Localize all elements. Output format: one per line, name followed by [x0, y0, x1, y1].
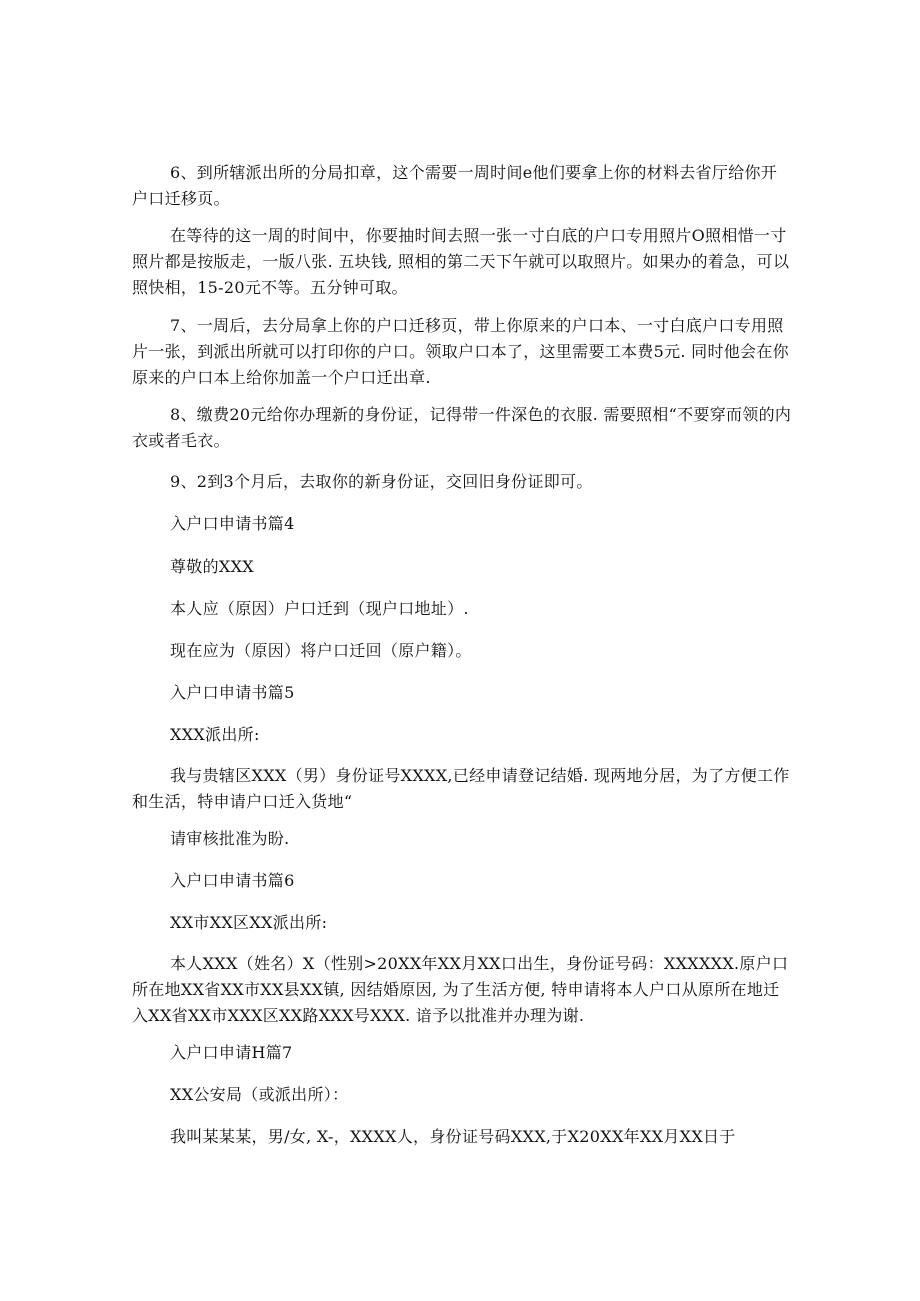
paragraph-6-body: 本人XXX（姓名）X（性别>20XX年XX月XX口出生，身份证号码：XXXXXX.原户口所在地XX省XX市XX县XX镇, 因结婚原因, 为了生活方便, 特申请将本人户口从原所在地迁入XX省XX市XXX区XX路XXX号XXX. 谙予以批准并办理为谢.: [132, 954, 789, 1025]
paragraph-4-body-1: 本人应（原因）户口迁到（现户口地址）.: [170, 599, 469, 618]
section-heading-4: 入户口申请书篇4: [170, 514, 295, 533]
salutation-7: XX公安局（或派出所）：: [170, 1085, 349, 1104]
salutation-5: XXX派出所:: [170, 725, 260, 744]
paragraph-step-9: 9、2到3个月后，去取你的新身份证，交回旧身份证即可。: [170, 472, 593, 491]
paragraph-step-6: 6、到所辖派出所的分局扣章，这个需要一周时间e他们要拿上你的材料去省厅给你开户口迁移页。: [132, 163, 778, 208]
section-heading-6: 入户口申请书篇6: [170, 871, 295, 890]
section-heading-5: 入户口申请书篇5: [170, 683, 295, 702]
paragraph-photo-wait: 在等待的这一周的时间中，你要抽时间去照一张一寸白底的户口专用照片O照相惜一寸照片都是按版走，一版八张. 五块钱, 照相的第二天下午就可以取照片。如果办的着急，可以照快相，15-20元不等。五分钟可取。: [132, 226, 790, 297]
section-heading-7: 入户口申请H篇7: [170, 1043, 293, 1062]
paragraph-step-7: 7、一周后，去分局拿上你的户口迁移页，带上你原来的户口本、一寸白底户口专用照片一张，到派出所就可以打印你的户口。领取户口本了，这里需要工本费5元. 同时他会在你原来的户口本上给你加盖一个户口迁出章.: [132, 316, 789, 387]
salutation-4: 尊敬的XXX: [170, 557, 254, 576]
paragraph-4-body-2: 现在应为（原因）将户口迁回（原户籍）。: [170, 641, 472, 660]
paragraph-step-8: 8、缴费20元给你办理新的身份证，记得带一件深色的衣服. 需要照相“不要穿而领的内衣或者毛衣。: [132, 405, 792, 450]
salutation-6: XX市XX区XX派出所:: [170, 913, 328, 932]
paragraph-7-body: 我叫某某某，男/女, X-，XXXX人，身份证号码XXX,于X20XX年XX月XX日于: [170, 1127, 736, 1146]
paragraph-5-body: 我与贵辖区XXX（男）身份证号XXXX,已经申请登记结婚. 现两地分居，为了方便工作和生活，特申请户口迁入货地“: [132, 766, 790, 811]
paragraph-5-closing: 请审核批准为盼.: [170, 829, 290, 848]
